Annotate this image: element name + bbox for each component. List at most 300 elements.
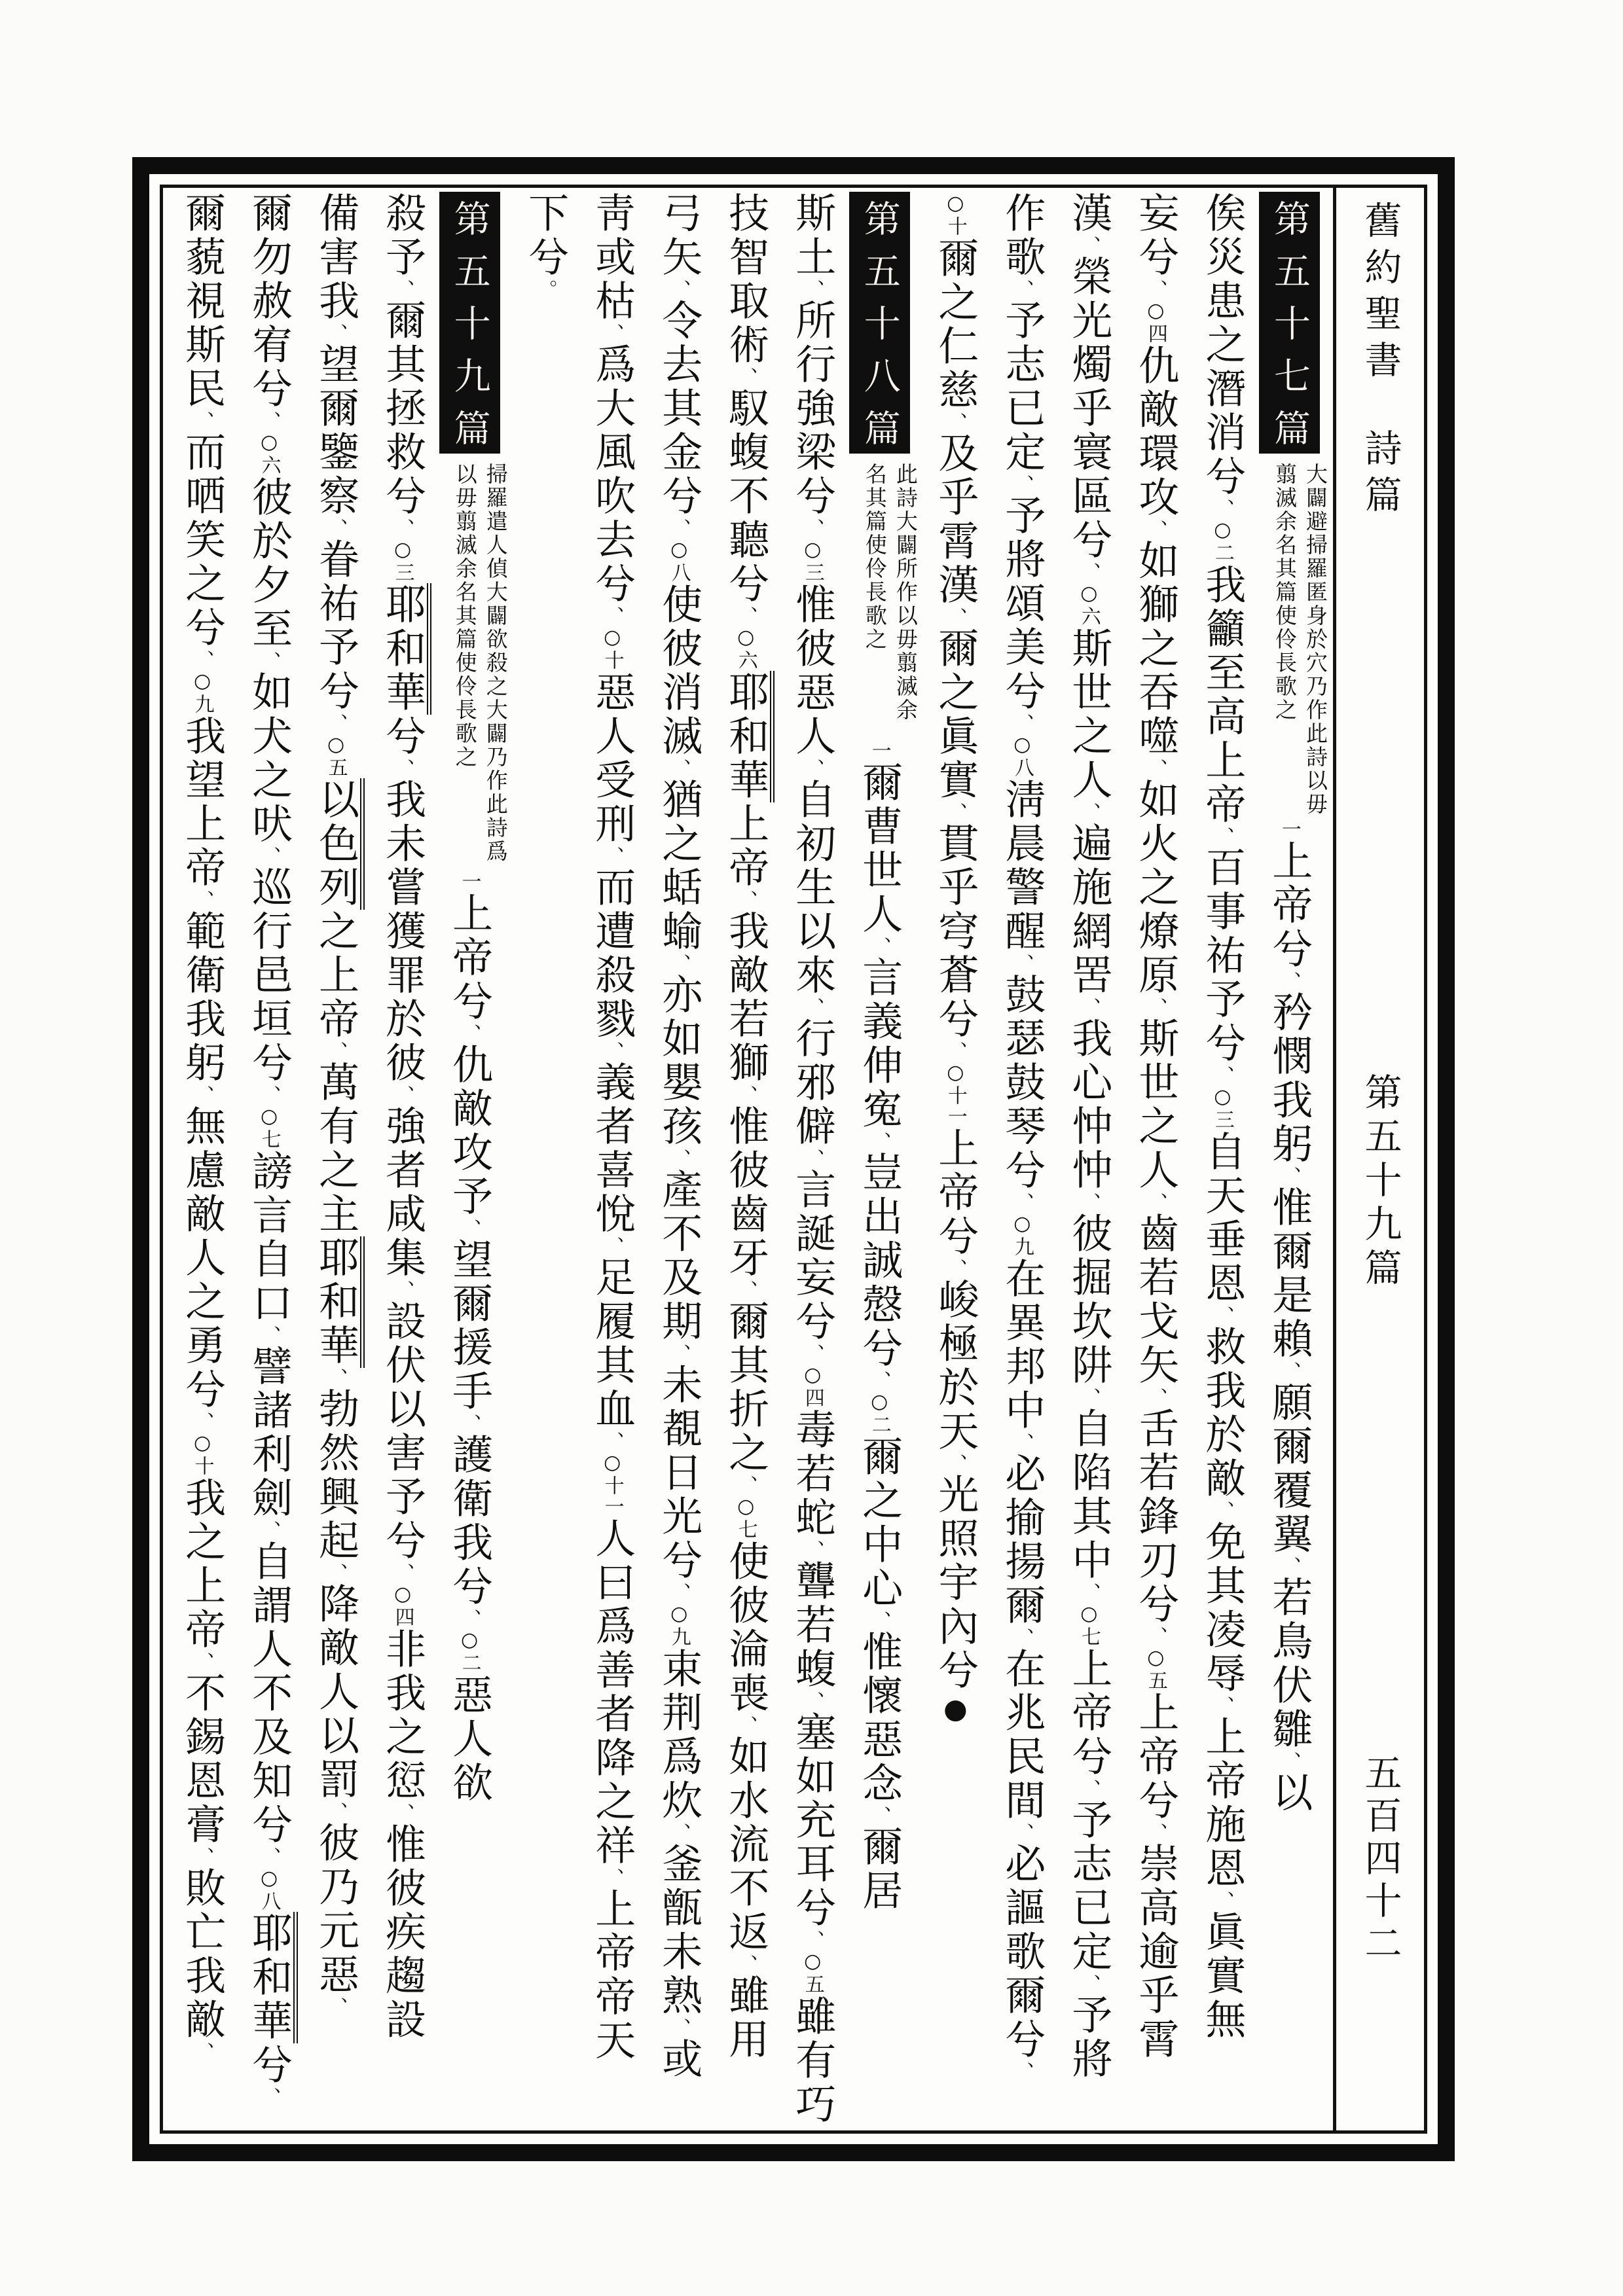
body-text-run: 爾藐視斯民 bbox=[178, 192, 227, 411]
pause-mark: 、 bbox=[1211, 1501, 1234, 1520]
pause-mark: 、 bbox=[1277, 1361, 1301, 1381]
body-text-run: 兮 bbox=[245, 2043, 293, 2087]
pause-mark: 、 bbox=[1010, 954, 1034, 973]
verse-number: ○十 bbox=[943, 192, 967, 237]
body-text-run: 譬諸利劍 bbox=[245, 1345, 293, 1520]
body-text-run: 予將頌美兮 bbox=[998, 494, 1046, 713]
body-text-run: 惡人欲 bbox=[445, 1674, 494, 1805]
pause-mark: 、 bbox=[600, 606, 624, 626]
pause-mark: 、 bbox=[801, 518, 824, 538]
body-text-run: 釜甑未熟 bbox=[655, 1842, 703, 2018]
body-text-run: 鼓瑟鼓琴兮 bbox=[998, 973, 1046, 1193]
body-text-run: 豈出誠慤兮 bbox=[855, 1151, 903, 1371]
pause-mark: 、 bbox=[600, 1868, 624, 1888]
pause-mark: 、 bbox=[867, 1611, 891, 1630]
pause-mark: 、 bbox=[801, 1149, 824, 1168]
pause-mark: 、 bbox=[1010, 1628, 1034, 1647]
pause-mark: 、 bbox=[324, 1997, 348, 2017]
body-text-run: 百事祐予兮 bbox=[1198, 846, 1247, 1066]
body-text-run: 仇敵環攻 bbox=[1131, 344, 1180, 520]
pause-mark: 、 bbox=[600, 1041, 624, 1061]
body-text-run: 上帝兮 bbox=[1265, 840, 1313, 971]
pause-mark: 、 bbox=[667, 759, 691, 778]
pause-mark: 、 bbox=[943, 607, 967, 627]
body-text-run: 斯土 bbox=[788, 192, 837, 279]
body-text-run: 上帝兮 bbox=[1065, 1647, 1113, 1779]
verse-number: ○九 bbox=[1010, 1212, 1034, 1257]
body-text-run: 齒若戈矢 bbox=[1131, 1212, 1180, 1388]
body-text-run: 使彼淪喪 bbox=[721, 1540, 770, 1715]
body-text-run: 若鳥伏雛 bbox=[1265, 1576, 1313, 1751]
body-text-run: 望爾援手 bbox=[445, 1238, 494, 1414]
body-text-run: 我籲至高上帝 bbox=[1198, 564, 1247, 827]
body-text-run: 爾曹世人 bbox=[855, 761, 903, 937]
pause-mark: 、 bbox=[1144, 1193, 1167, 1212]
body-text-run: 勃然興起 bbox=[312, 1388, 360, 1563]
superscription-annotation: 大闢避掃羅匿身於穴乃作此詩以毋翦滅余名其篇使伶長歌之 bbox=[1272, 463, 1328, 816]
pause-mark: 、 bbox=[734, 1280, 757, 1300]
pause-mark: 、 bbox=[191, 2042, 214, 2062]
chapter-heading bbox=[446, 192, 494, 454]
pause-mark: 、 bbox=[801, 759, 824, 778]
body-text-run: 巡行邑垣兮 bbox=[245, 866, 293, 1085]
body-text-run: 彼於夕至 bbox=[245, 476, 293, 651]
pause-mark: 、 bbox=[867, 1371, 891, 1390]
body-column bbox=[1056, 192, 1122, 2126]
body-text-run: 不錫恩膏 bbox=[178, 1672, 227, 1847]
body-text-run: 我敵若獅 bbox=[721, 910, 770, 1085]
psalm-58-heading-column bbox=[847, 192, 921, 2126]
body-text-run: 人曰爲善者降之祥 bbox=[588, 1517, 636, 1868]
verse-number: ○二 bbox=[1211, 518, 1234, 564]
chapter-heading-char: 第 bbox=[439, 192, 500, 244]
body-text-run: 上帝施恩 bbox=[1198, 1715, 1247, 1891]
body-column bbox=[1190, 192, 1255, 2126]
body-text-run: 免其凌辱 bbox=[1198, 1520, 1247, 1696]
body-text-run: 降敵人以罰 bbox=[312, 1583, 360, 1802]
pause-mark: 、 bbox=[1010, 1823, 1034, 1842]
body-text-run: 之上帝 bbox=[312, 910, 360, 1041]
chapter-heading-char: 五 bbox=[439, 244, 500, 296]
psalm-59-heading-column bbox=[437, 192, 511, 2126]
body-text-run: 萬有之主 bbox=[312, 1061, 360, 1236]
body-column bbox=[780, 192, 845, 2126]
pause-mark: 、 bbox=[1144, 1388, 1167, 1407]
pause-mark: 、 bbox=[801, 1691, 824, 1711]
body-text-run: 言義伸寃 bbox=[855, 956, 903, 1132]
body-column bbox=[513, 192, 578, 2126]
pause-mark: 、 bbox=[1211, 1066, 1234, 1085]
body-text-run: 如犬之吠 bbox=[245, 671, 293, 846]
body-text-run: 彼掘坎阱 bbox=[1065, 1212, 1113, 1388]
pause-mark: 、 bbox=[1277, 1751, 1301, 1771]
pause-mark: 、 bbox=[257, 411, 281, 431]
pause-mark: 、 bbox=[1010, 279, 1034, 299]
text-columns bbox=[168, 192, 1332, 2126]
chapter-heading-char: 篇 bbox=[439, 401, 500, 454]
body-text-run: 亦如嬰孩 bbox=[655, 973, 703, 1149]
pause-mark: 、 bbox=[1144, 759, 1167, 778]
body-text-run: 俟災患之潛消兮 bbox=[1198, 192, 1247, 499]
chapter-heading-char: 第 bbox=[1259, 192, 1320, 244]
pause-mark: 、 bbox=[191, 1652, 214, 1672]
verse-number: ○十一 bbox=[943, 1061, 967, 1127]
pause-mark: 、 bbox=[1144, 279, 1167, 299]
verse-number: ○六 bbox=[1077, 582, 1101, 627]
body-column bbox=[303, 192, 369, 2126]
body-text-run: 令去其金兮 bbox=[655, 299, 703, 518]
pause-mark: 、 bbox=[1010, 2062, 1034, 2081]
body-column bbox=[170, 192, 235, 2126]
chapter-heading-char: 七 bbox=[1259, 349, 1320, 401]
pause-mark: 、 bbox=[600, 1431, 624, 1451]
body-column bbox=[370, 192, 435, 2126]
body-text-run: 而遭殺戮 bbox=[588, 866, 636, 1041]
pause-mark: 、 bbox=[1211, 827, 1234, 846]
pause-mark: 、 bbox=[1077, 1388, 1101, 1407]
pause-mark: 、 bbox=[458, 1219, 481, 1238]
text-block-frame bbox=[160, 185, 1427, 2134]
body-column bbox=[236, 192, 302, 2126]
pause-mark: 、 bbox=[1010, 1433, 1034, 1452]
pause-mark: 、 bbox=[1010, 713, 1034, 733]
pause-mark: 、 bbox=[324, 1041, 348, 1061]
chapter-heading-char: 五 bbox=[849, 244, 910, 296]
pause-mark: 、 bbox=[1144, 997, 1167, 1017]
verse-number: ○三 bbox=[1211, 1085, 1234, 1130]
chapter-heading bbox=[1266, 192, 1313, 454]
body-text-run: 必揄揚爾 bbox=[998, 1452, 1046, 1628]
body-text-run: 惟彼惡人 bbox=[788, 583, 837, 759]
verse-number: ○十 bbox=[600, 626, 624, 671]
body-text-run: 謗言自口 bbox=[245, 1150, 293, 1325]
chapter-heading bbox=[856, 192, 903, 454]
body-text-run: 猶之蛞蝓 bbox=[655, 778, 703, 954]
pause-mark: 、 bbox=[734, 1715, 757, 1735]
pause-mark: 、 bbox=[324, 1368, 348, 1388]
pause-mark: 、 bbox=[324, 1802, 348, 1821]
body-text-run: 我未嘗獲罪於彼 bbox=[378, 778, 427, 1085]
body-text-run: 自陷其中 bbox=[1065, 1407, 1113, 1583]
pause-mark: 、 bbox=[1077, 1583, 1101, 1602]
body-text-run: 舌若鋒刃兮 bbox=[1131, 1407, 1180, 1626]
verse-number: ○八 bbox=[667, 538, 691, 583]
pause-mark: 、 bbox=[1144, 520, 1167, 539]
superscription-annotation: 掃羅遣人偵大闢欲殺之大闢乃作此詩爲以毋翦滅余名其篇使伶長歌之 bbox=[452, 463, 509, 863]
body-text-run: 強者咸集 bbox=[378, 1105, 427, 1280]
pause-mark: 、 bbox=[667, 1583, 691, 1602]
pause-mark: 、 bbox=[391, 1563, 414, 1583]
pause-mark: 、 bbox=[943, 412, 967, 432]
body-text-run: 我之上帝 bbox=[178, 1477, 227, 1652]
verse-number: ○四 bbox=[801, 1363, 824, 1408]
pause-mark: 、 bbox=[801, 997, 824, 1017]
body-text-run: 惟彼疾趨設 bbox=[378, 1823, 427, 2042]
pause-mark: 、 bbox=[867, 1806, 891, 1825]
body-text-run: 爾其折之 bbox=[721, 1300, 770, 1475]
pause-mark: 、 bbox=[1077, 236, 1101, 255]
body-text-run: 救我於敵 bbox=[1198, 1325, 1247, 1501]
pause-mark: 、 bbox=[801, 279, 824, 299]
pause-mark: 、 bbox=[1144, 1626, 1167, 1646]
pause-mark: 、 bbox=[1211, 499, 1234, 518]
verse-number: ○八 bbox=[257, 1867, 281, 1912]
body-text-run: 如水流不返 bbox=[721, 1735, 770, 1954]
body-text-run: 斯世之人 bbox=[1131, 1017, 1180, 1193]
body-text-run: 眷祐予兮 bbox=[312, 538, 360, 713]
pause-mark: 、 bbox=[867, 937, 891, 956]
body-text-run: 兮 bbox=[378, 715, 427, 759]
pause-mark: 、 bbox=[801, 1344, 824, 1363]
body-column bbox=[579, 192, 645, 2126]
pause-mark: 、 bbox=[734, 1085, 757, 1105]
proper-noun-mark: 耶和華 bbox=[379, 583, 431, 715]
pause-mark: 、 bbox=[257, 1325, 281, 1345]
body-text-run: 爾之仁慈 bbox=[931, 237, 979, 412]
body-text-run: 爾居 bbox=[855, 1825, 903, 1913]
pause-mark: 、 bbox=[324, 713, 348, 733]
body-text-run: 願爾覆翼 bbox=[1265, 1381, 1313, 1556]
pause-mark: 、 bbox=[1277, 971, 1301, 991]
verse-number: ○二 bbox=[458, 1628, 481, 1674]
chapter-heading-char: 十 bbox=[439, 296, 500, 349]
chapter-heading-char: 篇 bbox=[1259, 401, 1320, 454]
body-text-run: 足履其血 bbox=[588, 1256, 636, 1431]
verse-number: ○七 bbox=[257, 1105, 281, 1150]
pause-mark: 、 bbox=[391, 518, 414, 538]
body-text-run: 以 bbox=[1265, 1771, 1313, 1815]
verse-number: 一 bbox=[458, 871, 481, 892]
body-text-run: 妄兮 bbox=[1131, 192, 1180, 279]
body-text-run: 毒若蛇 bbox=[788, 1408, 837, 1540]
pause-mark: 、 bbox=[734, 367, 757, 387]
pause-mark: 、 bbox=[734, 890, 757, 910]
pause-mark: 、 bbox=[324, 323, 348, 343]
body-text-run: 在異邦中 bbox=[998, 1257, 1046, 1433]
pause-mark: 、 bbox=[191, 1412, 214, 1431]
page-number: 五百四十二 bbox=[1359, 1753, 1402, 1966]
body-text-run: 雖有巧 bbox=[788, 1995, 837, 2126]
pause-mark: 、 bbox=[600, 846, 624, 866]
body-text-run: 範衛我躬 bbox=[178, 910, 227, 1085]
pause-mark: 、 bbox=[1277, 1556, 1301, 1576]
body-text-run: 予將 bbox=[1065, 1994, 1113, 2081]
chapter-heading-char: 篇 bbox=[849, 401, 910, 454]
pause-mark: 、 bbox=[734, 1954, 757, 1974]
pause-mark: 、 bbox=[1077, 802, 1101, 822]
pause-mark: 、 bbox=[1077, 1193, 1101, 1212]
margin-title-group bbox=[1353, 201, 1407, 522]
pause-mark: 、 bbox=[943, 802, 967, 822]
pause-mark: 、 bbox=[324, 518, 348, 538]
pause-mark: 、 bbox=[257, 1085, 281, 1105]
body-text-run: 言誕妄兮 bbox=[788, 1168, 837, 1344]
pause-mark: 、 bbox=[734, 606, 757, 626]
verse-number: ○五 bbox=[324, 733, 348, 778]
chapter-marker: 第五十九篇 bbox=[1359, 1073, 1402, 1292]
body-text-run: 產不及期 bbox=[655, 1168, 703, 1344]
body-text-run: 爲大風吹去兮 bbox=[588, 343, 636, 606]
pause-mark: 、 bbox=[458, 1609, 481, 1628]
pause-mark: 、 bbox=[1010, 475, 1034, 494]
body-column bbox=[989, 192, 1055, 2126]
pause-mark: 、 bbox=[1211, 1891, 1234, 1910]
verse-number: ○七 bbox=[1077, 1602, 1101, 1647]
pause-mark: 、 bbox=[801, 1930, 824, 1950]
pause-mark: 、 bbox=[1211, 1696, 1234, 1715]
pause-mark: 、 bbox=[667, 2018, 691, 2037]
pause-mark: 、 bbox=[1077, 997, 1101, 1017]
body-text-run: 如火之燎原 bbox=[1131, 778, 1180, 997]
pause-mark: 、 bbox=[191, 411, 214, 431]
body-text-run: 予志已定 bbox=[1065, 1799, 1113, 1974]
body-text-run: 上帝兮 bbox=[445, 892, 494, 1024]
body-text-run: 自初生以來 bbox=[788, 778, 837, 997]
pause-mark: 、 bbox=[257, 651, 281, 671]
pause-mark: 、 bbox=[943, 1041, 967, 1061]
body-text-run: 雖用 bbox=[721, 1974, 770, 2062]
body-text-run: 所行強梁兮 bbox=[788, 299, 837, 518]
pause-mark: 、 bbox=[257, 1520, 281, 1540]
body-text-run: 束荆爲炊 bbox=[655, 1647, 703, 1823]
body-column bbox=[922, 192, 988, 2126]
pause-mark: 、 bbox=[801, 1540, 824, 1560]
body-text-run: 聾若蝮 bbox=[788, 1560, 837, 1691]
pause-mark: 、 bbox=[391, 1803, 414, 1823]
pause-mark: 、 bbox=[600, 323, 624, 343]
verse-number: ○六 bbox=[734, 626, 757, 671]
pause-mark: 、 bbox=[391, 279, 414, 299]
body-text-run: 上帝帝天 bbox=[588, 1888, 636, 2063]
body-text-run: 矜憫我躬 bbox=[1265, 991, 1313, 1166]
pause-mark: 、 bbox=[943, 1454, 967, 1473]
verse-number: ○五 bbox=[801, 1950, 824, 1995]
body-column bbox=[1123, 192, 1188, 2126]
body-text-run: 爾其拯救兮 bbox=[378, 299, 427, 518]
body-text-run: 塞如充耳兮 bbox=[788, 1711, 837, 1930]
pause-mark: 、 bbox=[867, 1132, 891, 1151]
body-text-run: 惟彼齒牙 bbox=[721, 1105, 770, 1280]
pause-mark: 、 bbox=[667, 1344, 691, 1363]
body-text-run: 光照宇內兮 bbox=[931, 1473, 979, 1693]
pause-mark: 、 bbox=[257, 1847, 281, 1867]
body-text-run: 弓矢 bbox=[655, 192, 703, 279]
proper-noun-mark: 耶和華 bbox=[312, 1236, 365, 1368]
body-text-run: 自天垂恩 bbox=[1198, 1130, 1247, 1306]
body-text-run: 必謳歌爾兮 bbox=[998, 1842, 1046, 2062]
body-text-run: 爾之中心 bbox=[855, 1435, 903, 1611]
body-text-run: 靑或枯 bbox=[588, 192, 636, 323]
chapter-heading-char: 五 bbox=[1259, 244, 1320, 296]
verse-number: 一 bbox=[867, 740, 891, 761]
body-text-run: 行邪僻 bbox=[788, 1017, 837, 1149]
body-text-run: 上帝兮 bbox=[931, 1127, 979, 1259]
pause-mark: 、 bbox=[734, 1475, 757, 1495]
pause-mark: 、 bbox=[1144, 1823, 1167, 1842]
margin-strip bbox=[1333, 188, 1424, 2130]
proper-noun-mark: 以色列 bbox=[312, 778, 365, 910]
body-text-run: 上帝 bbox=[721, 802, 770, 890]
body-text-run: 峻極於天 bbox=[931, 1278, 979, 1454]
page-border-frame bbox=[132, 157, 1455, 2161]
body-text-run: 備害我 bbox=[312, 192, 360, 323]
body-text-run: 在兆民間 bbox=[998, 1647, 1046, 1823]
body-text-run: 我心忡忡 bbox=[1065, 1017, 1113, 1193]
body-text-run: 敗亡我敵 bbox=[178, 1867, 227, 2042]
pause-mark: 、 bbox=[1277, 1166, 1301, 1186]
verse-number: ○九 bbox=[191, 670, 214, 715]
verse-number: ○三 bbox=[391, 538, 414, 583]
pause-mark: 、 bbox=[600, 1236, 624, 1256]
pause-mark: 、 bbox=[257, 2087, 281, 2107]
chapter-heading-char: 十 bbox=[849, 296, 910, 349]
pause-mark: 、 bbox=[458, 1024, 481, 1043]
body-text-run: 馭蝮不聽兮 bbox=[721, 387, 770, 606]
pause-mark: 、 bbox=[1010, 1193, 1034, 1212]
verse-number: ○二 bbox=[867, 1390, 891, 1435]
body-text-run: 爾之眞實 bbox=[931, 627, 979, 802]
proper-noun-mark: 耶和華 bbox=[246, 1912, 298, 2043]
body-text-run: 上帝兮 bbox=[1131, 1691, 1180, 1823]
pause-mark: 、 bbox=[458, 1414, 481, 1433]
pause-mark: 、 bbox=[1077, 562, 1101, 582]
body-text-run: 眞實無 bbox=[1198, 1910, 1247, 2042]
body-text-run: 惟爾是賴 bbox=[1265, 1186, 1313, 1361]
pause-mark: 、 bbox=[1211, 1306, 1234, 1325]
body-text-run: 自謂人不及知兮 bbox=[245, 1540, 293, 1847]
pause-mark: 、 bbox=[667, 279, 691, 299]
pause-mark: 、 bbox=[257, 846, 281, 866]
body-text-run: 爾勿赦宥兮 bbox=[245, 192, 293, 411]
verse-number: ○九 bbox=[667, 1602, 691, 1647]
section-title: 詩篇 bbox=[1359, 429, 1402, 522]
verse-number: ○七 bbox=[734, 1495, 757, 1540]
body-text-run: 斯世之人 bbox=[1065, 627, 1113, 802]
verse-number: ○四 bbox=[391, 1583, 414, 1628]
psalm-end-dot: ● bbox=[939, 1693, 972, 1728]
body-text-run: 技智取術 bbox=[721, 192, 770, 367]
verse-number: ○十一 bbox=[600, 1451, 624, 1517]
verse-number: ○三 bbox=[801, 538, 824, 583]
body-text-run: 惟懷惡念 bbox=[855, 1630, 903, 1806]
verse-number: ○五 bbox=[1144, 1646, 1167, 1691]
book-title: 舊約聖書 bbox=[1359, 201, 1402, 387]
body-column bbox=[713, 192, 778, 2126]
body-text-run: 仇敵攻予 bbox=[445, 1043, 494, 1219]
body-text-run: 如獅之吞噬 bbox=[1131, 539, 1180, 759]
pause-mark: 、 bbox=[191, 890, 214, 910]
pause-mark: 、 bbox=[191, 650, 214, 670]
chapter-heading-char: 九 bbox=[439, 349, 500, 401]
verse-number: 一 bbox=[1277, 819, 1301, 840]
body-text-run: 予志已定 bbox=[998, 299, 1046, 475]
pause-mark: 、 bbox=[191, 1085, 214, 1105]
body-text-run: 未覩日光兮 bbox=[655, 1363, 703, 1583]
verse-number: ○六 bbox=[257, 431, 281, 476]
pause-mark: 、 bbox=[667, 1823, 691, 1842]
body-text-run: 及乎霄漢 bbox=[931, 432, 979, 607]
verse-number: ○四 bbox=[1144, 299, 1167, 344]
pause-mark: 、 bbox=[667, 954, 691, 973]
pause-mark: 、 bbox=[943, 1259, 967, 1278]
pause-mark: 、 bbox=[191, 1847, 214, 1867]
body-text-run: 而哂笑之兮 bbox=[178, 431, 227, 650]
body-text-run: 護衛我兮 bbox=[445, 1433, 494, 1609]
body-text-run: 無慮敵人之勇兮 bbox=[178, 1105, 227, 1412]
verse-number: ○十 bbox=[191, 1431, 214, 1477]
body-text-run: 殺予 bbox=[378, 192, 427, 279]
body-text-run: 惡人受刑 bbox=[588, 671, 636, 846]
